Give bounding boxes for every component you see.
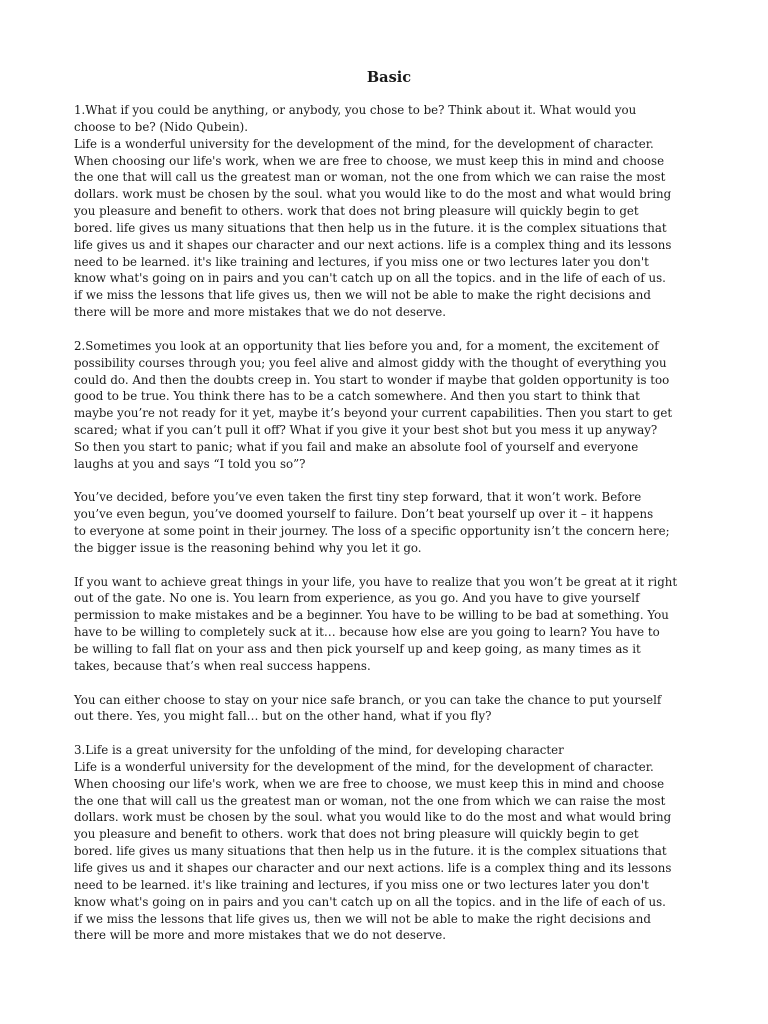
paragraph-1: 1.What if you could be anything, or anybody, you chose to be? Think about it. What would you choose to be? (Nido Qubein). Life is a wonderful university for the development of the mind, for the development of character. When choosing our life's work, when we are free to choose, we must keep this in mind and choose the one that will call us the greatest man or woman, not the one from which we can raise the most dollars. work must be chosen by the soul. what you would like to do the most and what would bring you pleasure and benefit to others. work that does not bring pleasure will quickly begin to get bored. life gives us many situations that then help us in the future. it is the complex situations that life gives us and it shapes our character and our next actions. life is a complex thing and its lessons need to be learned. it's like training and lectures, if you miss one or two lectures later you don't know what's going on in pairs and you can't catch up on all the topics. and in the life of each of us. if we miss the lessons that life gives us, then we will not be able to make the right decisions and there will be more and more mistakes that we do not deserve. <box>74 103 672 320</box>
paragraph-3: You’ve decided, before you’ve even taken the first tiny step forward, that it won’t work. Before you’ve even begun, you’ve doomed yourself to failure. Don’t beat yourself up over it – it happens to everyone at some point in their journey. The loss of a specific opportunity isn’t the concern here; the bigger issue is the reasoning behind why you let it go. <box>74 490 670 555</box>
paragraph-4: If you want to achieve great things in your life, you have to realize that you won’t be great at it right out of the gate. No one is. You learn from experience, as you go. And you have to give yourself permission to make mistakes and be a beginner. You have to be willing to be bad at something. You have to be willing to completely suck at it… because how else are you going to learn? You have to be willing to fall flat on your ass and then pick yourself up and keep going, as many times as it takes, because that’s when real success happens. <box>74 574 678 673</box>
paragraph-6: 3.Life is a great university for the unfolding of the mind, for developing character Life is a wonderful university for the development of the mind, for the development of character. When choosing our life's work, when we are free to choose, we must keep this in mind and choose the one that will call us the greatest man or woman, not the one from which we can raise the most dollars. work must be chosen by the soul. what you would like to do the most and what would bring you pleasure and benefit to others. work that does not bring pleasure will quickly begin to get bored. life gives us many situations that then help us in the future. it is the complex situations that life gives us and it shapes our character and our next actions. life is a complex thing and its lessons need to be learned. it's like training and lectures, if you miss one or two lectures later you don't know what's going on in pairs and you can't catch up on all the topics. and in the life of each of us. if we miss the lessons that life gives us, then we will not be able to make the right decisions and there will be more and more mistakes that we do not deserve. <box>74 743 672 943</box>
document-title: Basic <box>366 69 412 86</box>
document-page <box>74 66 704 944</box>
paragraph-2: 2.Sometimes you look at an opportunity that lies before you and, for a moment, the excitement of possibility courses through you; you feel alive and almost giddy with the thought of everything you could do. And then the doubts creep in. You start to wonder if maybe that golden opportunity is too good to be true. You think there has to be a catch somewhere. And then you start to think that maybe you’re not ready for it yet, maybe it’s beyond your current capabilities. Then you start to get scared; what if you can’t pull it off? What if you give it your best shot but you mess it up anyway? So then you start to panic; what if you fail and make an absolute fool of yourself and everyone laughs at you and says “I told you so”? <box>74 338 673 471</box>
paragraph-5: You can either choose to stay on your nice safe branch, or you can take the chance to put yourself out there. Yes, you might fall… but on the other hand, what if you fly? <box>74 692 662 724</box>
